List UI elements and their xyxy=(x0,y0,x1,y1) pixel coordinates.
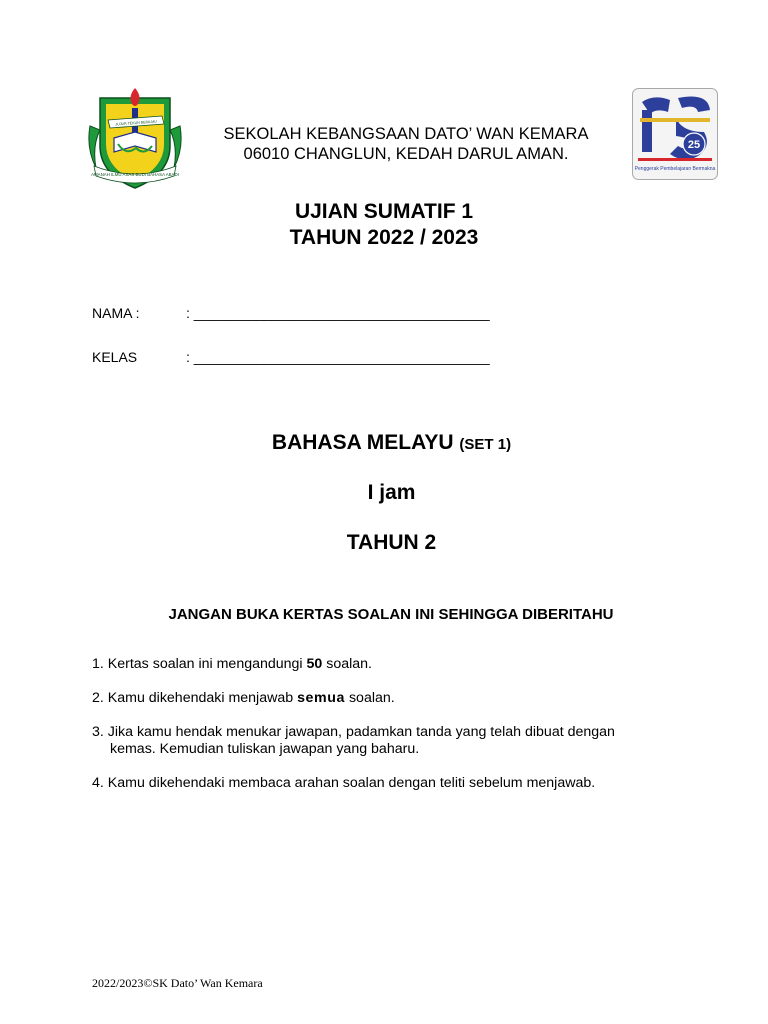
class-field-label: KELAS xyxy=(92,349,138,365)
anniversary-25-logo xyxy=(632,88,718,180)
exam-duration: I jam xyxy=(367,481,416,504)
logo25-number: 25 xyxy=(687,139,701,151)
name-field-label: NAMA : xyxy=(92,305,140,321)
page-footer: 2022/2023©SK Dato’ Wan Kemara xyxy=(92,976,263,990)
exam-title: UJIAN SUMATIF 1 xyxy=(294,200,474,223)
instruction-item: 1. Kertas soalan ini mengandungi 50 soalan. xyxy=(92,656,373,672)
exam-level: TAHUN 2 xyxy=(346,531,437,554)
school-address: 06010 CHANGLUN, KEDAH DARUL AMAN. xyxy=(243,145,569,163)
exam-year: TAHUN 2022 / 2023 xyxy=(289,226,479,249)
crest-motto-text: AMANAH ILMU ASAS BUDI BAHASA ABADI xyxy=(91,172,179,177)
instruction-item: 2. Kamu dikehendaki menjawab semua soalan. xyxy=(92,690,395,706)
crest-banner-text: JUJUR TEKUN BERILMU xyxy=(115,119,157,127)
name-field-line[interactable]: : ______________________________________ xyxy=(186,305,490,321)
instruction-item: 3. Jika kamu hendak menukar jawapan, padamkan tanda yang telah dibuat dengan kemas. Kemudian tuliskan jawapan yang baharu. xyxy=(92,724,615,757)
subject-set: (SET 1) xyxy=(459,436,512,453)
instruction-item: 4. Kamu dikehendaki membaca arahan soalan dengan teliti sebelum menjawab. xyxy=(92,775,596,791)
class-field-line[interactable]: : ______________________________________ xyxy=(186,349,490,365)
subject-title xyxy=(0,431,768,455)
school-header xyxy=(186,124,626,164)
warning-text: JANGAN BUKA KERTAS SOALAN INI SEHINGGA DIBERITAHU xyxy=(168,606,614,623)
school-crest-logo xyxy=(86,86,184,192)
subject-name: BAHASA MELAYU xyxy=(271,431,454,454)
school-name: SEKOLAH KEBANGSAAN DATO’ WAN KEMARA xyxy=(223,125,589,143)
logo25-text: Penggerak Pembelajaran Bermakna xyxy=(634,166,716,172)
